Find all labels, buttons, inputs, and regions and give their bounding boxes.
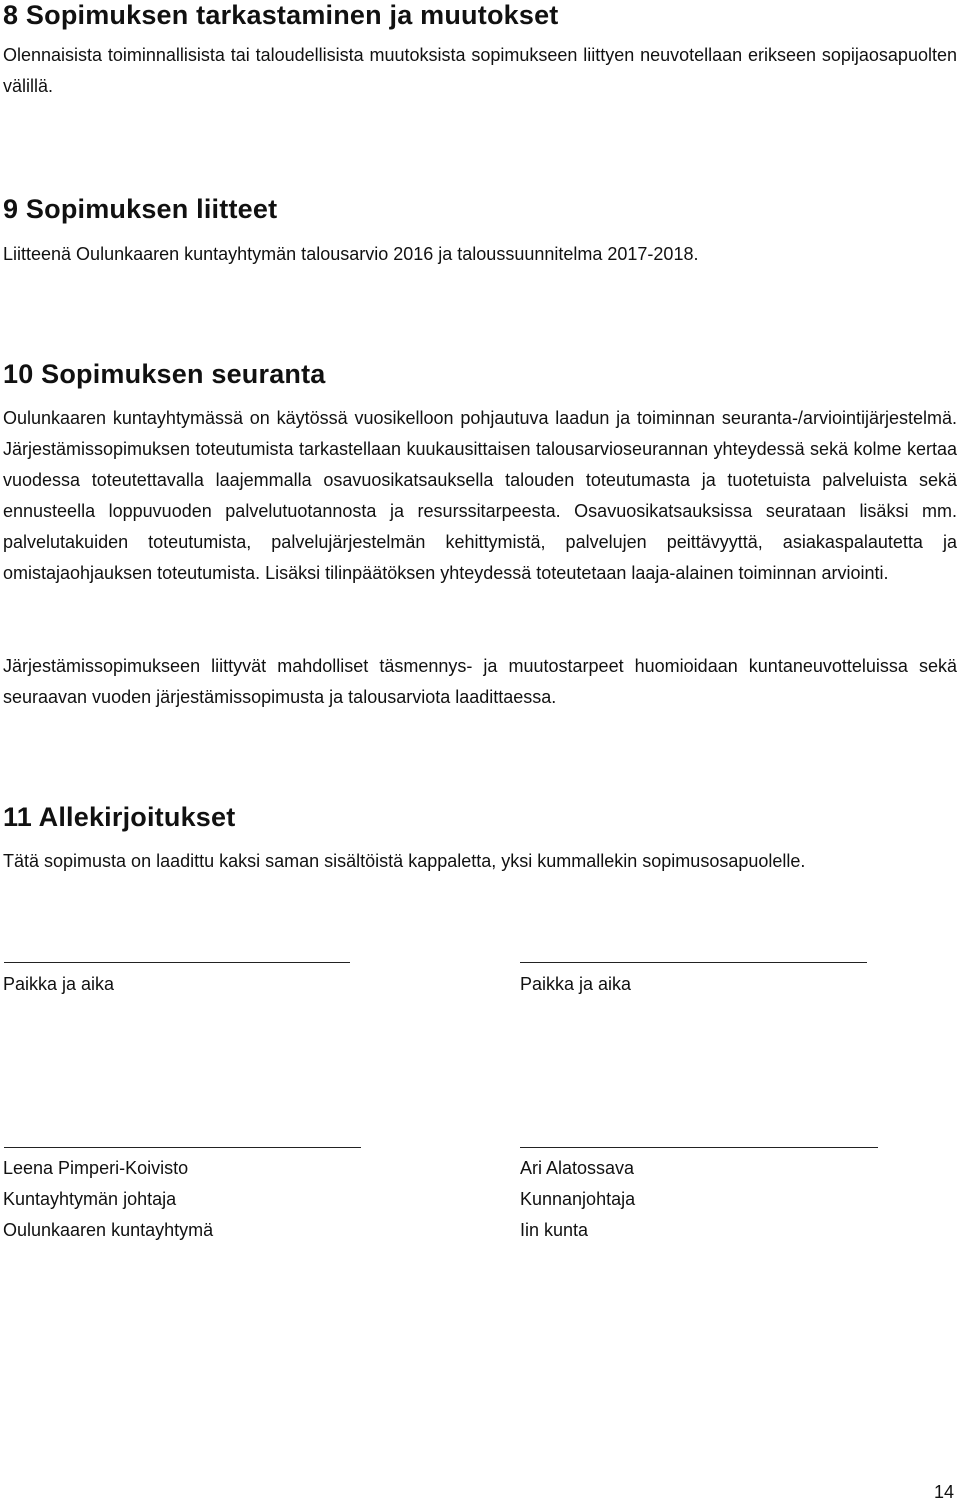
- signatory-right-name: Ari Alatossava: [520, 1158, 635, 1178]
- section-10-paragraph-1: Oulunkaaren kuntayhtymässä on käytössä vuosikelloon pohjautuva laadun ja toiminnan seuranta-/arviointijärjestelmä. Järjestämissopimuksen toteutumista tarkastellaan kuukausittaisen talousarvioseurannan yhteydessä sekä kolme kertaa vuodessa toteutettavalla laajemmalla osavuosikatsauksella talouden toteutumasta ja tuotetuista palveluista sekä ennusteella loppuvuoden palvelutuotannosta ja resurssitarpeesta. Osavuosikatsauksissa seurataan lisäksi mm. palvelutakuiden toteutumista, palvelujärjestelmän kehittymistä, palvelujen peittävyyttä, asiakaspalautetta ja omistajaohjauksen toteutumista. Lisäksi tilinpäätöksen yhteydessä toteutetaan laaja-alainen toiminnan arviointi.: [3, 408, 957, 583]
- signature-line-left: [4, 1147, 361, 1148]
- section-11-paragraph: Tätä sopimusta on laadittu kaksi saman sisältöistä kappaletta, yksi kummallekin sopimusosapuolelle.: [3, 851, 806, 871]
- section-heading-8: 8 Sopimuksen tarkastaminen ja muutokset: [3, 0, 559, 30]
- signatory-left-name: Leena Pimperi-Koivisto: [3, 1158, 189, 1178]
- signatory-right-organization: Iin kunta: [520, 1220, 589, 1240]
- section-heading-10: 10 Sopimuksen seuranta: [3, 359, 326, 389]
- section-heading-9: 9 Sopimuksen liitteet: [3, 194, 278, 224]
- section-8-paragraph: Olennaisista toiminnallisista tai taloudellisista muutoksista sopimukseen liittyen neuvotellaan erikseen sopijaosapuolten välillä.: [3, 45, 957, 96]
- signatory-left-organization: Oulunkaaren kuntayhtymä: [3, 1220, 214, 1240]
- section-9-paragraph: Liitteenä Oulunkaaren kuntayhtymän talousarvio 2016 ja taloussuunnitelma 2017-2018.: [3, 244, 699, 264]
- signature-line-place-left: [4, 962, 350, 963]
- signatory-right-title: Kunnanjohtaja: [520, 1189, 636, 1209]
- signature-line-place-right: [520, 962, 867, 963]
- page-number: 14: [933, 1482, 954, 1502]
- signature-line-right: [520, 1147, 878, 1148]
- section-heading-11: 11 Allekirjoitukset: [3, 802, 236, 832]
- place-date-label-right: Paikka ja aika: [520, 974, 632, 994]
- section-10-paragraph-2: Järjestämissopimukseen liittyvät mahdolliset täsmennys- ja muutostarpeet huomioidaan kuntaneuvotteluissa sekä seuraavan vuoden järjestämissopimusta ja talousarviota laadittaessa.: [3, 656, 957, 707]
- place-date-label-left: Paikka ja aika: [3, 974, 115, 994]
- signatory-left-title: Kuntayhtymän johtaja: [3, 1189, 177, 1209]
